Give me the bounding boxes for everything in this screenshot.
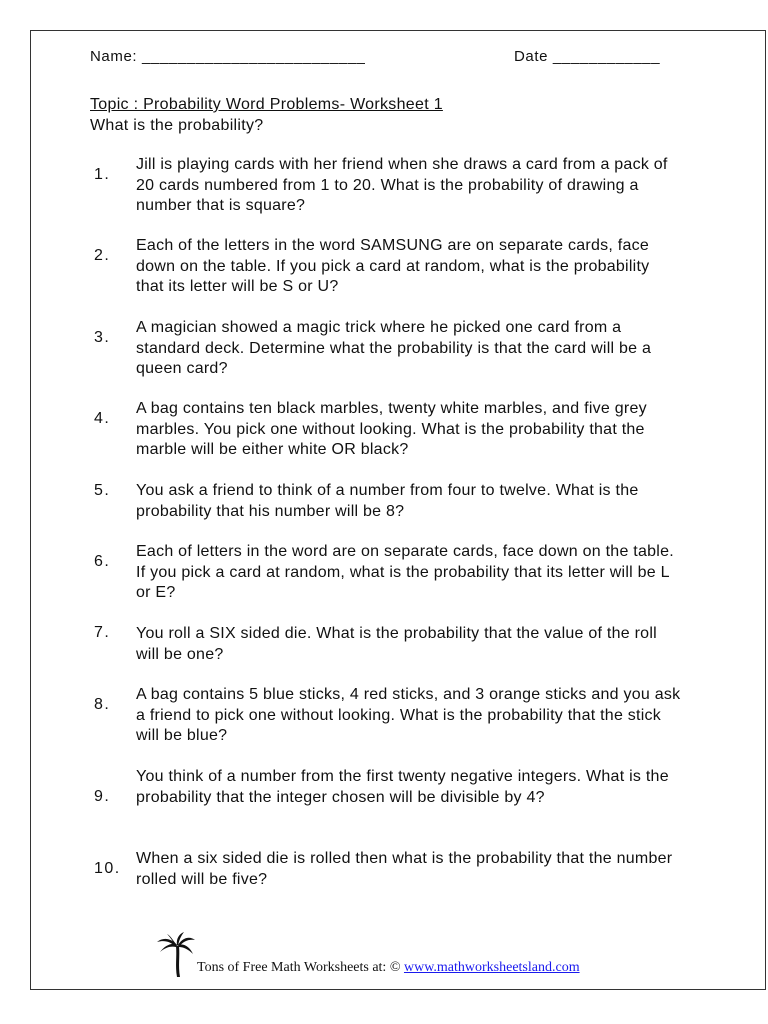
problem-number: 7. bbox=[94, 624, 111, 641]
footer-website-link[interactable]: www.mathworksheetsland.com bbox=[403, 960, 580, 975]
problem-text: You roll a SIX sided die. What is the probability that the value of the roll will be one? bbox=[136, 625, 657, 663]
palm-tree-icon bbox=[155, 932, 195, 978]
problem-text: You ask a friend to think of a number from four to twelve. What is the probability that his number will be 8? bbox=[136, 482, 639, 520]
date-field-label: Date ____________ bbox=[514, 48, 661, 65]
problem-text: A magician showed a magic trick where he picked one card from a standard deck. Determine what the probability is that the card will be a queen card? bbox=[136, 319, 652, 377]
footer-credit-text: Tons of Free Math Worksheets at: © bbox=[197, 960, 404, 975]
problem-text: A bag contains ten black marbles, twenty white marbles, and five grey marbles. You pick one without looking. What is the probability that the marble will be either white OR black? bbox=[136, 400, 647, 458]
problem-number: 4. bbox=[94, 410, 111, 427]
name-field-label: Name: _________________________ bbox=[90, 48, 366, 65]
problem-text: A bag contains 5 blue sticks, 4 red sticks, and 3 orange sticks and you ask a friend to pick one without looking. What is the probability that the stick will be blue? bbox=[136, 686, 681, 744]
problem-number: 3. bbox=[94, 329, 111, 346]
problem-number: 10. bbox=[94, 860, 121, 877]
worksheet-instruction: What is the probability? bbox=[90, 117, 264, 134]
problem-number: 2. bbox=[94, 247, 111, 264]
footer-credit bbox=[197, 960, 580, 976]
problem-number: 6. bbox=[94, 553, 111, 570]
problem-text: Jill is playing cards with her friend when she draws a card from a pack of 20 cards numbered from 1 to 20. What is the probability of drawing a number that is square? bbox=[136, 156, 668, 214]
problem-number: 5. bbox=[94, 482, 111, 499]
problem-text: You think of a number from the first twenty negative integers. What is the probability that the integer chosen will be divisible by 4? bbox=[136, 768, 669, 806]
footer bbox=[155, 932, 635, 978]
problem-text: Each of letters in the word are on separate cards, face down on the table. If you pick a card at random, what is the probability that its letter will be L or E? bbox=[136, 543, 674, 601]
problem-number: 9. bbox=[94, 788, 111, 805]
worksheet-topic: Topic : Probability Word Problems- Worksheet 1 bbox=[90, 96, 443, 113]
problem-number: 1. bbox=[94, 166, 111, 183]
problem-number: 8. bbox=[94, 696, 111, 713]
problem-text: Each of the letters in the word SAMSUNG are on separate cards, face down on the table. If you pick a card at random, what is the probability that its letter will be S or U? bbox=[136, 237, 650, 295]
problem-text: When a six sided die is rolled then what is the probability that the number rolled will be five? bbox=[136, 850, 673, 888]
